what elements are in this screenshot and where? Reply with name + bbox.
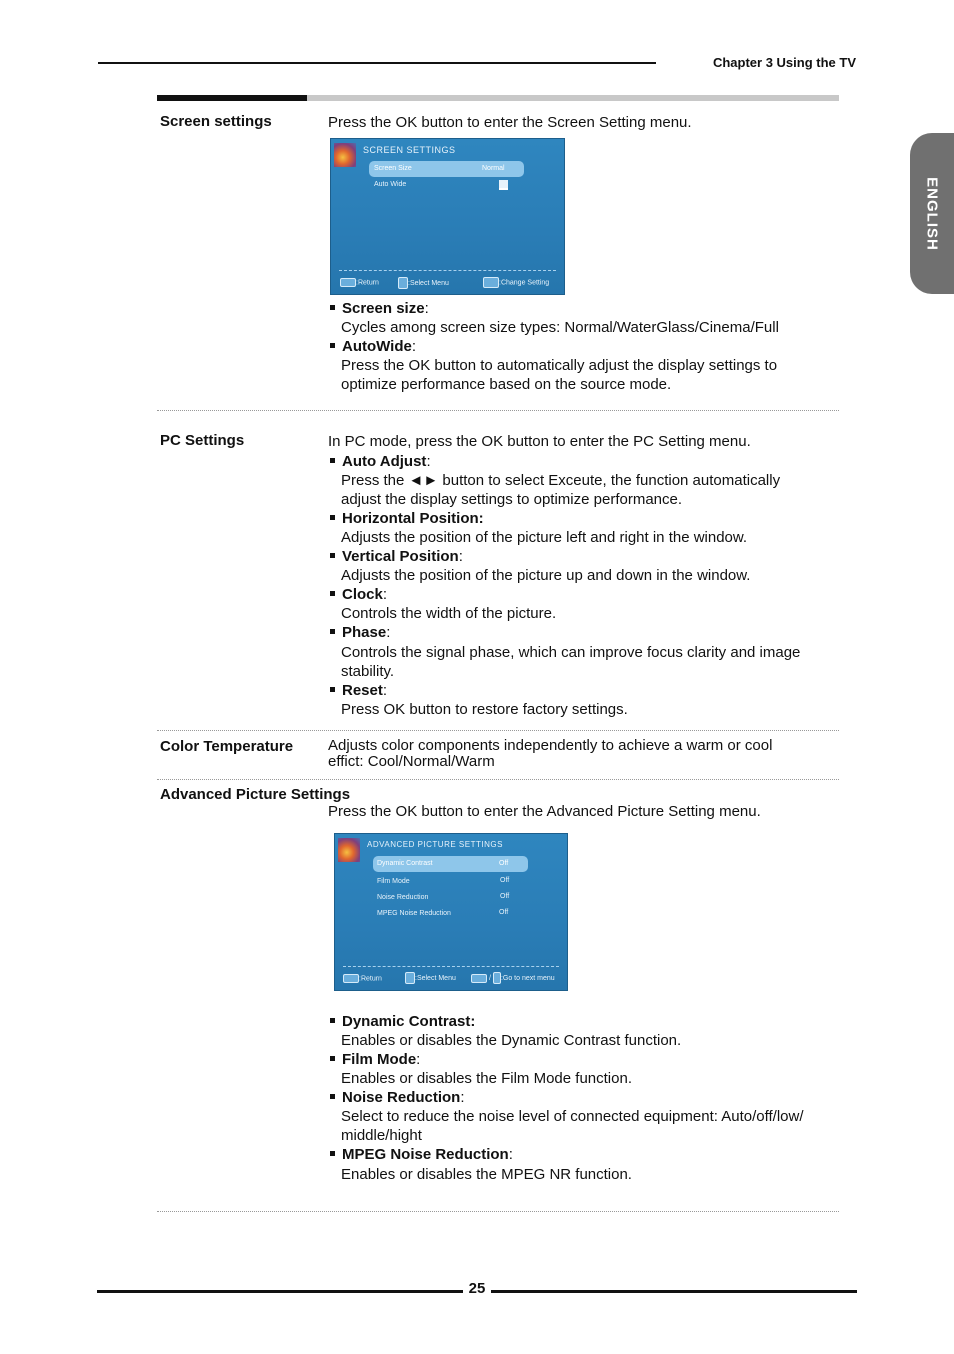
osd-row-screen-size	[369, 161, 524, 177]
osd-footer-next: / :Go to next menu	[471, 972, 555, 984]
desc-horizontal-position: Adjusts the position of the picture left and right in the window.	[341, 529, 748, 546]
page-number: 25	[468, 1280, 486, 1297]
pc-settings-intro: In PC mode, press the OK button to enter the PC Setting menu.	[328, 433, 751, 450]
bullet-vertical-position: Vertical Position:	[330, 547, 463, 566]
bullet-reset: Reset:	[330, 681, 387, 700]
osd-divider	[339, 270, 556, 271]
updown-key-icon	[405, 972, 415, 984]
desc-reset: Press OK button to restore factory settings.	[341, 701, 628, 718]
section-divider	[157, 779, 839, 780]
right-key-icon	[493, 972, 501, 984]
screen-settings-osd	[330, 138, 565, 295]
language-tab-label: ENGLISH	[923, 176, 941, 251]
osd-footer-return: :Return	[343, 974, 382, 983]
osd-row-value: Off	[499, 909, 509, 916]
header-rule	[98, 62, 656, 64]
section-divider	[157, 1211, 839, 1212]
desc-screen-size: Cycles among screen size types: Normal/WaterGlass/Cinema/Full	[341, 319, 779, 336]
advanced-picture-label: Advanced Picture Settings	[160, 786, 351, 803]
osd-title: ADVANCED PICTURE SETTINGS	[367, 840, 503, 849]
osd-row-value: Off	[499, 860, 509, 867]
bullet-phase: Phase:	[330, 623, 390, 642]
osd-footer-select: :Select Menu	[405, 972, 456, 984]
osd-row-value: Normal	[482, 165, 505, 172]
osd-row-label: Screen Size	[374, 165, 412, 172]
desc-vertical-position: Adjusts the position of the picture up and down in the window.	[341, 567, 751, 584]
section-divider	[157, 410, 839, 411]
ok-key-icon	[471, 974, 487, 983]
menu-key-icon	[343, 974, 359, 983]
updown-key-icon	[398, 277, 408, 289]
desc-auto-adjust-1: Press the ◄► button to select Exceute, the function automatically	[341, 472, 781, 489]
bullet-horizontal-position: Horizontal Position:	[330, 509, 484, 528]
menu-key-icon	[340, 278, 356, 287]
osd-divider	[343, 966, 559, 967]
bullet-autowide: AutoWide:	[330, 337, 416, 356]
checkbox-icon	[499, 180, 508, 190]
pc-settings-label: PC Settings	[160, 432, 245, 449]
osd-row-label: Dynamic Contrast	[377, 860, 433, 867]
color-temperature-desc-1: Adjusts color components independently to achieve a warm or cool	[328, 737, 773, 754]
advanced-picture-intro: Press the OK button to enter the Advanced Picture Setting menu.	[328, 803, 761, 820]
osd-title: SCREEN SETTINGS	[363, 145, 456, 155]
osd-row-dynamic-contrast	[373, 856, 528, 872]
osd-row-noise-reduction: Noise Reduction	[377, 894, 429, 901]
osd-logo-icon	[334, 143, 356, 167]
section-bar-dark	[157, 95, 307, 101]
bullet-film-mode: Film Mode:	[330, 1050, 420, 1069]
osd-row-value: Off	[500, 877, 510, 884]
screen-settings-intro: Press the OK button to enter the Screen Setting menu.	[328, 114, 692, 131]
osd-row-auto-wide: Auto Wide	[374, 181, 407, 188]
color-temperature-label: Color Temperature	[160, 738, 294, 755]
screen-settings-label: Screen settings	[160, 113, 272, 130]
bullet-noise-reduction: Noise Reduction:	[330, 1088, 465, 1107]
desc-auto-adjust-2: adjust the display settings to optimize performance.	[341, 491, 683, 508]
osd-logo-icon	[338, 838, 360, 862]
desc-film-mode: Enables or disables the Film Mode function.	[341, 1070, 632, 1087]
desc-phase-2: stability.	[341, 663, 395, 680]
chapter-title: Chapter 3 Using the TV	[712, 55, 856, 70]
osd-row-film-mode: Film Mode	[377, 878, 410, 885]
desc-phase-1: Controls the signal phase, which can improve focus clarity and image	[341, 644, 801, 661]
desc-noise-reduction-1: Select to reduce the noise level of connected equipment: Auto/off/low/	[341, 1108, 804, 1125]
osd-footer-change: :Change Setting	[483, 277, 549, 288]
bullet-screen-size: Screen size:	[330, 299, 429, 318]
osd-row-mpeg-noise-reduction: MPEG Noise Reduction	[377, 910, 451, 917]
bullet-clock: Clock:	[330, 585, 387, 604]
leftright-key-icon	[483, 277, 499, 288]
bullet-dynamic-contrast: Dynamic Contrast:	[330, 1012, 475, 1031]
desc-mpeg-noise-reduction: Enables or disables the MPEG NR function.	[341, 1166, 632, 1183]
osd-row-value: Off	[500, 893, 510, 900]
desc-clock: Controls the width of the picture.	[341, 605, 557, 622]
advanced-picture-osd	[334, 833, 568, 991]
language-tab	[910, 133, 954, 294]
desc-autowide-2: optimize performance based on the source mode.	[341, 376, 672, 393]
desc-noise-reduction-2: middle/hight	[341, 1127, 422, 1144]
desc-autowide-1: Press the OK button to automatically adjust the display settings to	[341, 357, 778, 374]
bullet-mpeg-noise-reduction: MPEG Noise Reduction:	[330, 1145, 513, 1164]
osd-footer-select: :Select Menu	[398, 277, 449, 289]
bullet-auto-adjust: Auto Adjust:	[330, 452, 431, 471]
footer-rule-right	[491, 1290, 857, 1293]
footer-rule-left	[97, 1290, 463, 1293]
section-divider	[157, 730, 839, 731]
desc-dynamic-contrast: Enables or disables the Dynamic Contrast function.	[341, 1032, 682, 1049]
osd-footer-return: :Return	[340, 278, 379, 287]
section-bar-light	[307, 95, 839, 101]
color-temperature-desc-2: effict: Cool/Normal/Warm	[328, 753, 495, 770]
